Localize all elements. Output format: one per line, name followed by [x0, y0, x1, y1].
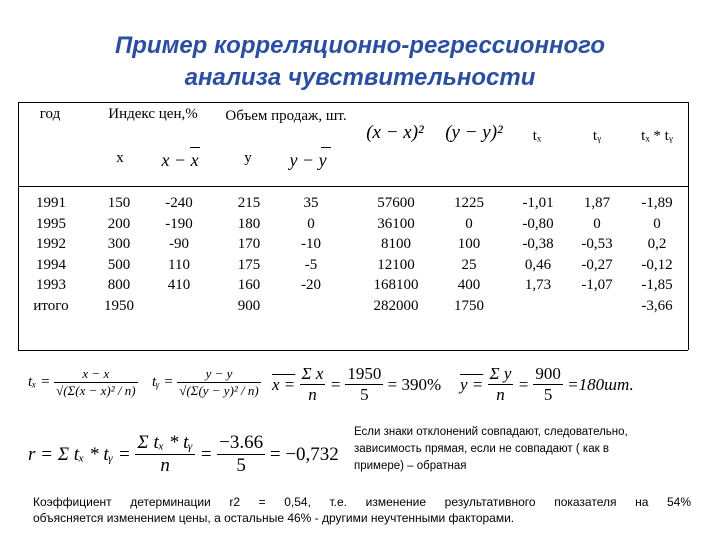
formula-ybar: y = $\frac{\text{Σ y}}{n}$ = $\frac{900}{5}$ =180шт. [460, 364, 634, 404]
note-line-3: примере) – обратная [354, 460, 467, 472]
table-cell: 36100 [377, 215, 415, 232]
formula-ybar-sum: Σ y [489, 364, 512, 383]
table-cell: 0 [307, 215, 315, 232]
table-cell: 0 [653, 215, 661, 232]
column-year [25, 193, 77, 316]
table-cell: 1995 [36, 215, 66, 232]
header-year: год [39, 106, 61, 122]
header-x-deviation: x − x [161, 150, 199, 170]
formula-ybar-result: =180шт. [567, 374, 634, 394]
formula-tx [28, 366, 138, 399]
table-cell: 1950 [104, 297, 134, 314]
table-cell: итого [33, 297, 69, 314]
table-cell: -0,80 [522, 215, 554, 232]
formula-ty-lhs: tᵧ = [152, 374, 174, 390]
table-cell: 300 [107, 236, 131, 252]
table-cell: 110 [168, 256, 190, 273]
table-cell: 12100 [377, 256, 415, 273]
formula-ty-denominator: √(Σ(y − y)² / n) [179, 383, 259, 398]
table-cell: 1992 [36, 236, 66, 252]
column-x [96, 193, 142, 316]
header-x: x [116, 150, 124, 166]
table-cell: 1994 [36, 256, 66, 273]
formula-tx-numerator: x − x [54, 366, 138, 383]
slide-title-line-2: анализа чувствительности [184, 64, 536, 91]
formula-xbar-sum: Σ x [301, 364, 324, 383]
table-cell: 410 [167, 277, 191, 293]
header-tx-ty: tₓ * tᵧ [641, 128, 673, 144]
formula-ybar-lhs: y = [460, 374, 484, 394]
ybar-overline-mark [321, 147, 331, 148]
table-cell: 0,46 [524, 256, 552, 273]
header-y: y [244, 150, 252, 166]
formula-ty-numerator: y − y [177, 366, 261, 383]
table-cell: 1993 [36, 277, 66, 293]
table-cell: 0,2 [647, 236, 667, 252]
formula-r-calc-num: −3.66 [219, 432, 264, 453]
header-y-deviation: y − y [289, 150, 327, 170]
table-cell: 0 [465, 215, 473, 232]
table-cell: 215 [237, 195, 261, 211]
table-left-border [18, 102, 19, 350]
table-cell: 1,73 [524, 277, 552, 293]
table-cell: 160 [237, 277, 261, 293]
table-cell: -1,89 [641, 195, 673, 211]
table-cell: 35 [303, 195, 319, 211]
formula-r-result: = −0,732 [269, 443, 339, 465]
table-cell: 175 [237, 256, 261, 273]
formula-tx-denominator: √(Σ(x − x)² / n) [56, 383, 136, 398]
column-tx-ty [628, 193, 686, 316]
formula-ybar-n: n [496, 385, 505, 404]
table-cell: 900 [237, 297, 261, 314]
table-cell: 800 [107, 277, 131, 293]
column-y-deviation [286, 193, 336, 296]
formula-r-lhs: r = Σ tₓ * tᵧ = [28, 443, 131, 465]
column-x-deviation [150, 193, 208, 296]
table-cell: -0,12 [641, 256, 673, 273]
table-cell: -10 [301, 236, 321, 252]
table-cell: 170 [237, 236, 261, 252]
formula-ty [152, 366, 261, 399]
table-cell: -90 [169, 236, 189, 252]
column-y-deviation-squared [438, 193, 500, 316]
column-y [226, 193, 272, 316]
formula-xbar-n: n [308, 385, 317, 404]
table-cell: 1750 [454, 297, 484, 314]
table-cell: -0,53 [581, 236, 613, 252]
header-sales-volume: Объем продаж, шт. [225, 108, 347, 124]
table-cell: -1,85 [641, 277, 673, 293]
table-top-border [18, 102, 688, 103]
table-cell: 150 [107, 195, 131, 211]
table-cell: -240 [165, 195, 193, 211]
header-x-deviation-squared: (x − x)² [366, 122, 424, 143]
table-cell: 57600 [377, 195, 415, 211]
table-cell: 100 [457, 236, 481, 252]
table-cell: 25 [461, 256, 477, 273]
column-x-deviation-squared [360, 193, 432, 316]
table-cell: 1991 [36, 195, 66, 211]
header-tx: tₓ [532, 128, 542, 144]
column-tx [510, 193, 566, 296]
table-cell: -1,07 [581, 277, 613, 293]
column-ty [568, 193, 626, 296]
table-right-border [688, 102, 689, 350]
table-cell: -1,01 [522, 195, 554, 211]
table-cell: -20 [301, 277, 321, 293]
formula-xbar-calc-den: 5 [360, 385, 369, 404]
conclusion-line-2: объясняется изменением цены, а остальные 46% - другими неучтенными факторами. [33, 511, 515, 525]
table-cell: -3,66 [641, 297, 673, 314]
slide-title-line-1: Пример корреляционно-регрессионного [115, 32, 605, 59]
table-cell: 1,87 [583, 195, 611, 211]
table-cell: 180 [237, 215, 261, 232]
table-cell: 200 [107, 215, 131, 232]
table-cell: -190 [165, 215, 193, 232]
formula-tx-lhs: tₓ = [28, 374, 51, 390]
formula-r-n: n [160, 455, 170, 476]
formula-r: r = Σ tₓ * tᵧ = $\frac{\text{Σ tₓ * tᵧ}}{n}$ = $\frac{-3.66}{5}$ = −0,732 [28, 432, 339, 476]
formula-ybar-calc-num: 900 [535, 364, 561, 383]
table-cell: 400 [457, 277, 481, 293]
conclusion-block [33, 494, 691, 526]
formula-xbar-result: = 390% [387, 374, 442, 394]
formula-xbar-lhs: x = [272, 374, 296, 394]
table-cell: 8100 [381, 236, 411, 252]
header-price-index: Индекс цен,% [108, 106, 198, 122]
formula-ybar-calc-den: 5 [543, 385, 553, 404]
table-cell: 282000 [373, 297, 419, 314]
table-cell: -0,27 [581, 256, 613, 273]
formula-r-calc-den: 5 [236, 455, 246, 476]
header-ty: tᵧ [592, 128, 602, 144]
formula-xbar-calc-num: 1950 [347, 364, 382, 383]
xbar-overline-mark [190, 147, 200, 148]
table-cell: -0,38 [522, 236, 554, 252]
formula-xbar: x = $\frac{\text{Σ x}}{n}$ = $\frac{1950}{5}$ = 390% [272, 364, 442, 404]
table-cell: 168100 [373, 277, 419, 293]
table-cell: 1225 [454, 195, 484, 211]
note-line-1: Если знаки отклонений совпадают, следовательно, [354, 426, 628, 438]
table-bottom-border [18, 350, 688, 351]
note-block [354, 424, 628, 475]
table-cell: 500 [107, 256, 131, 273]
conclusion-line-1: Коэффициент детерминации r2 = 0,54, т.е. изменение результативного показателя на 54% [33, 495, 691, 509]
table-cell: 0 [593, 215, 601, 232]
header-y-deviation-squared: (y − y)² [445, 122, 503, 143]
formula-r-numerator: Σ tₓ * tᵧ [137, 432, 193, 453]
table-cell: -5 [304, 256, 318, 273]
table-header-divider [18, 186, 688, 187]
note-line-2: зависимость прямая, если не совпадают ( как в [354, 443, 609, 455]
